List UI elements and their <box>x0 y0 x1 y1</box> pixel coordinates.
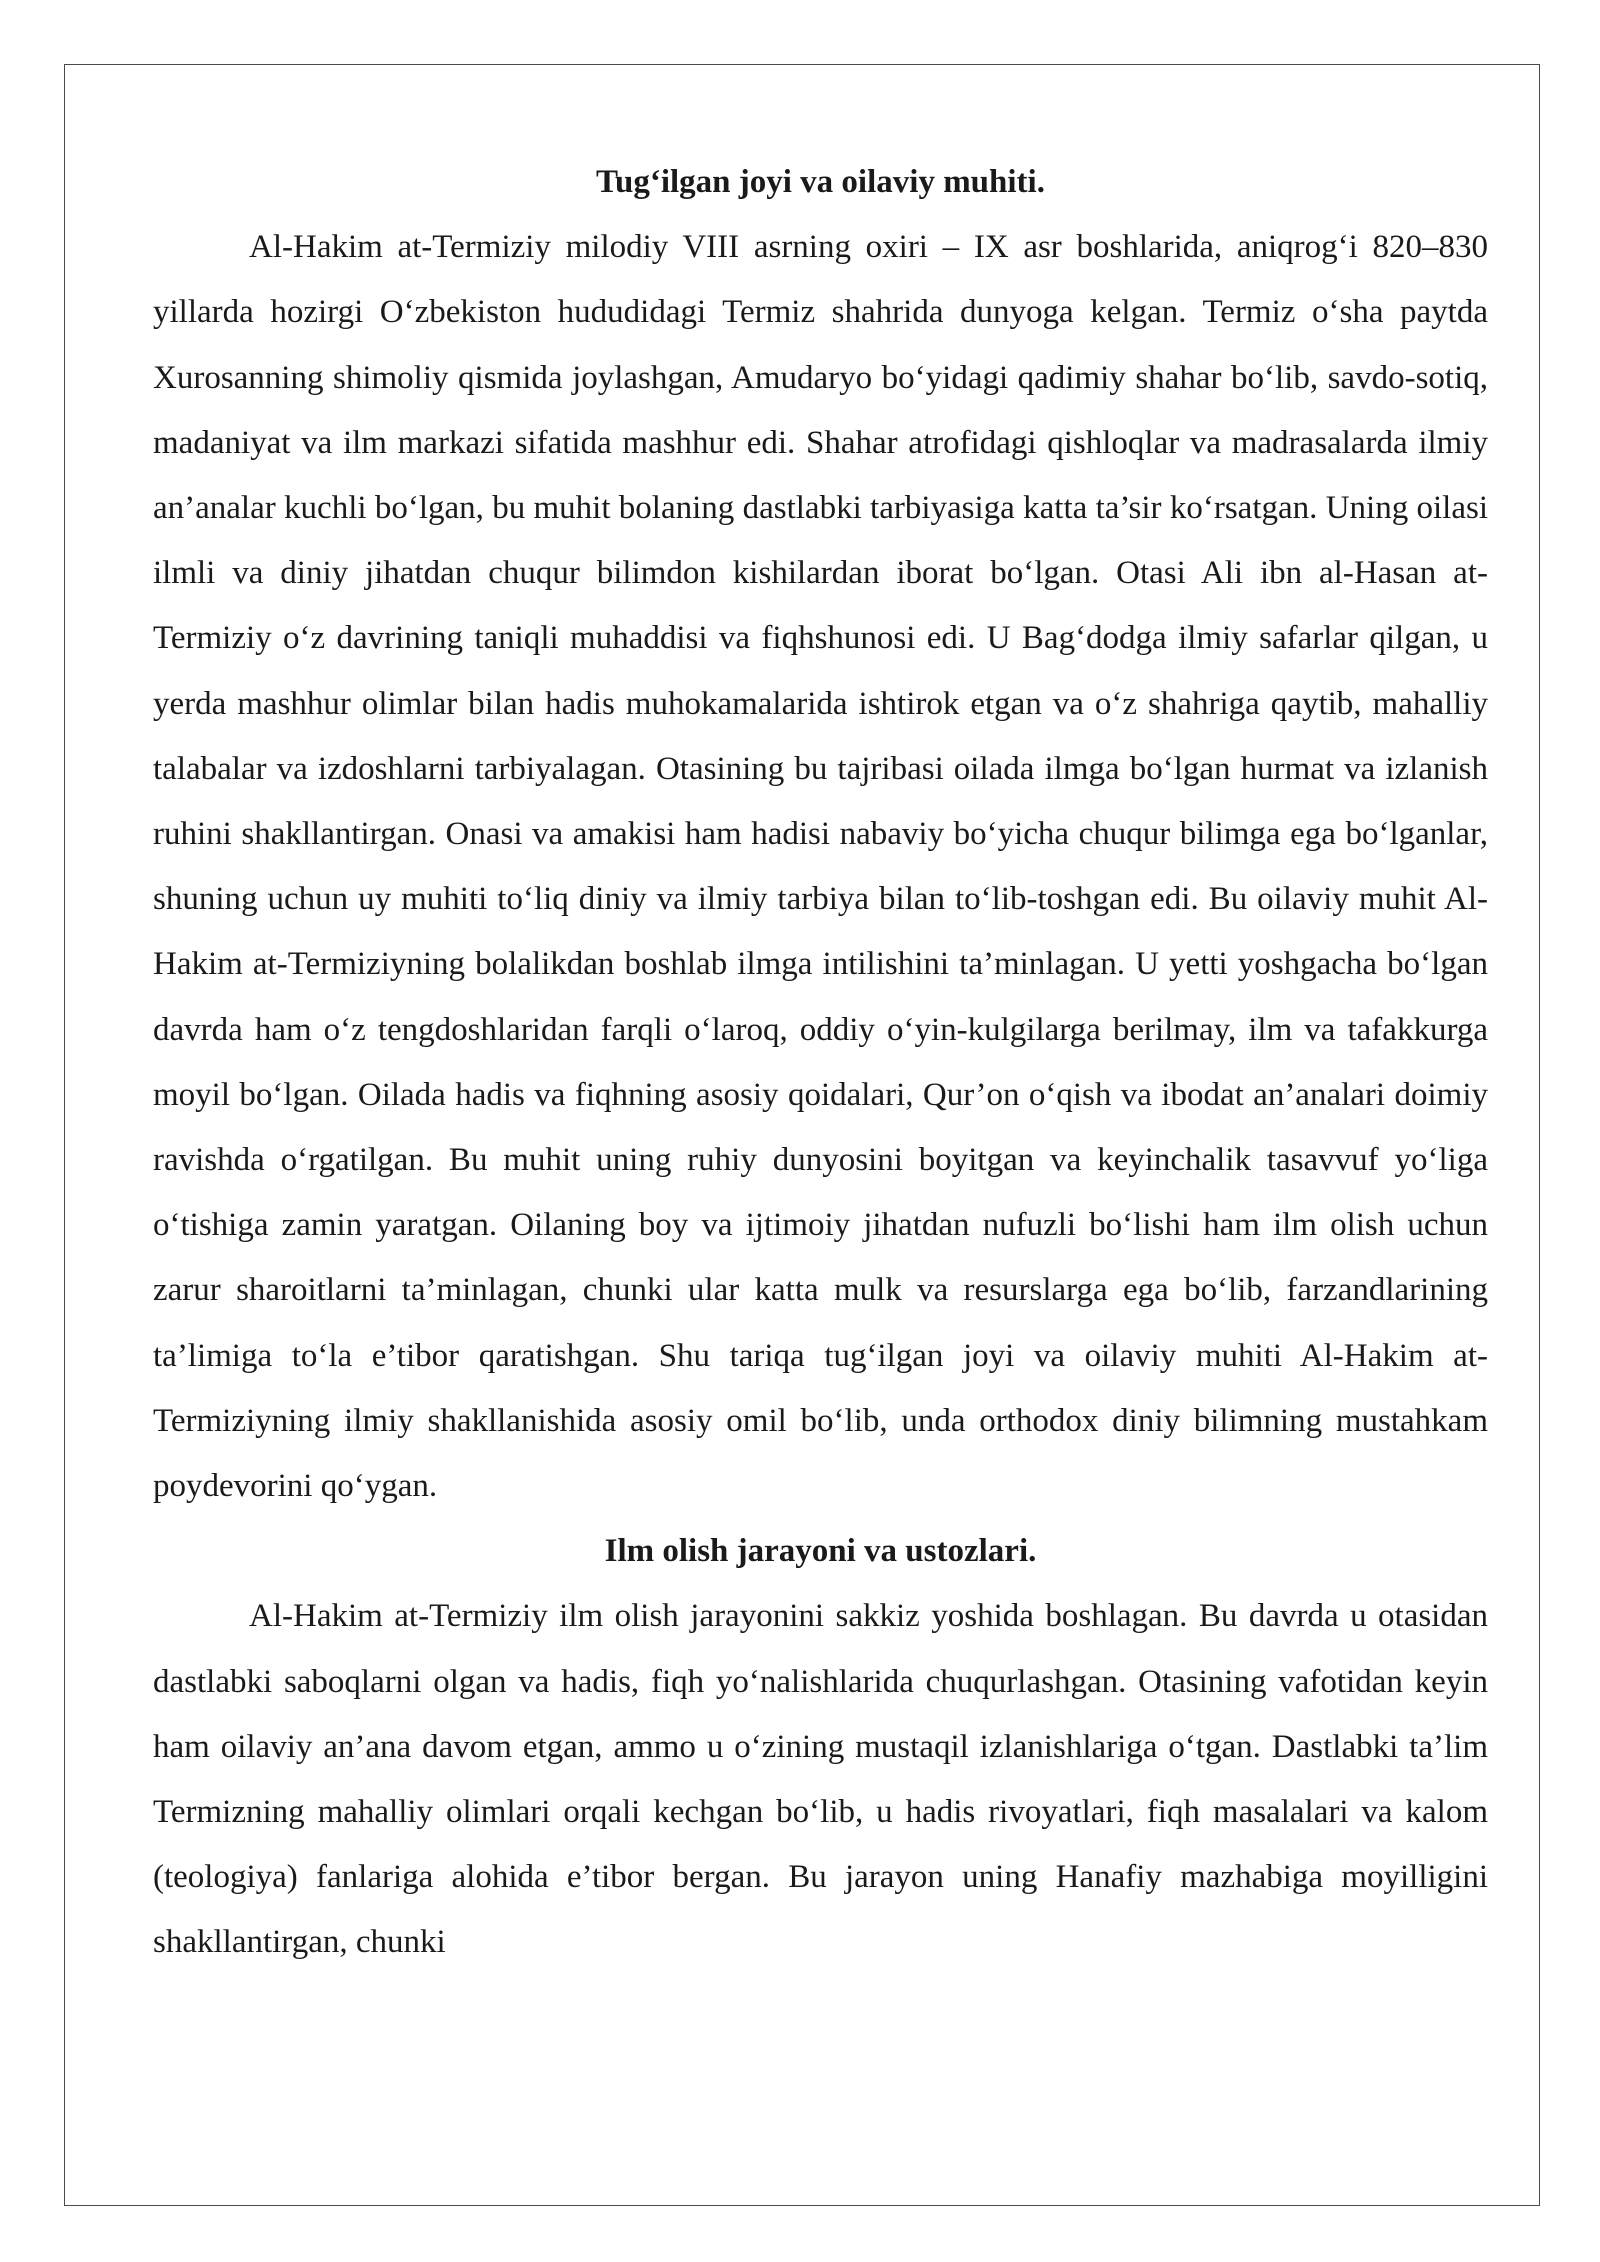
paragraph-education: Al-Hakim at-Termiziy ilm olish jarayonini sakkiz yoshida boshlagan. Bu davrda u otasidan dastlabki saboqlarni olgan va hadis, fiqh yo‘nalishlarida chuqurlashgan. Otasining vafotidan keyin ham oilaviy an’ana davom etgan, ammo u o‘zining mustaqil izlanishlariga o‘tgan. Dastlabki ta’lim Termizning mahalliy olimlari orqali kechgan bo‘lib, u hadis rivoyatlari, fiqh masalalari va kalom (teologiya) fanlariga alohida e’tibor bergan. Bu jarayon uning Hanafiy mazhabiga moyilligini shakllantirgan, chunki <box>153 1598 1488 1961</box>
section-heading-birthplace: Tug‘ilgan joyi va oilaviy muhiti. <box>596 164 1045 200</box>
document-body <box>153 150 1488 1976</box>
section-heading-education: Ilm olish jarayoni va ustozlari. <box>604 1533 1037 1570</box>
paragraph-birthplace: Al-Hakim at-Termiziy milodiy VIII asrning oxiri – IX asr boshlarida, aniqrog‘i 820–830 yillarda hozirgi O‘zbekiston hududidagi Termiz shahrida dunyoga kelgan. Termiz o‘sha paytda Xurosanning shimoliy qismida joylashgan, Amudaryo bo‘yidagi qadimiy shahar bo‘lib, savdo-sotiq, madaniyat va ilm markazi sifatida mashhur edi. Shahar atrofidagi qishloqlar va madrasalarda ilmiy an’analar kuchli bo‘lgan, bu muhit bolaning dastlabki tarbiyasiga katta ta’sir ko‘rsatgan. Uning oilasi ilmli va diniy jihatdan chuqur bilimdon kishilardan iborat bo‘lgan. Otasi Ali ibn al-Hasan at-Termiziy o‘z davrining taniqli muhaddisi va fiqhshunosi edi. U Bag‘dodga ilmiy safarlar qilgan, u yerda mashhur olimlar bilan hadis muhokamalarida ishtirok etgan va o‘z shahriga qaytib, mahalliy talabalar va izdoshlarni tarbiyalagan. Otasining bu tajribasi oilada ilmga bo‘lgan hurmat va izlanish ruhini shakllantirgan. Onasi va amakisi ham hadisi nabaviy bo‘yicha chuqur bilimga ega bo‘lganlar, shuning uchun uy muhiti to‘liq diniy va ilmiy tarbiya bilan to‘lib-toshgan edi. Bu oilaviy muhit Al-Hakim at-Termiziyning bolalikdan boshlab ilmga intilishini ta’minlagan. U yetti yoshgacha bo‘lgan davrda ham o‘z tengdoshlaridan farqli o‘laroq, oddiy o‘yin-kulgilarga berilmay, ilm va tafakkurga moyil bo‘lgan. Oilada hadis va fiqhning asosiy qoidalari, Qur’on o‘qish va ibodat an’analari doimiy ravishda o‘rgatilgan. Bu muhit uning ruhiy dunyosini boyitgan va keyinchalik tasavvuf yo‘liga o‘tishiga zamin yaratgan. Oilaning boy va ijtimoiy jihatdan nufuzli bo‘lishi ham ilm olish uchun zarur sharoitlarni ta’minlagan, chunki ular katta mulk va resurslarga ega bo‘lib, farzandlarining ta’limiga to‘la e’tibor qaratishgan. Shu tariqa tug‘ilgan joyi va oilaviy muhiti Al-Hakim at-Termiziyning ilmiy shakllanishida asosiy omil bo‘lib, unda orthodox diniy bilimning mustahkam poydevorini qo‘ygan. <box>153 229 1488 1505</box>
